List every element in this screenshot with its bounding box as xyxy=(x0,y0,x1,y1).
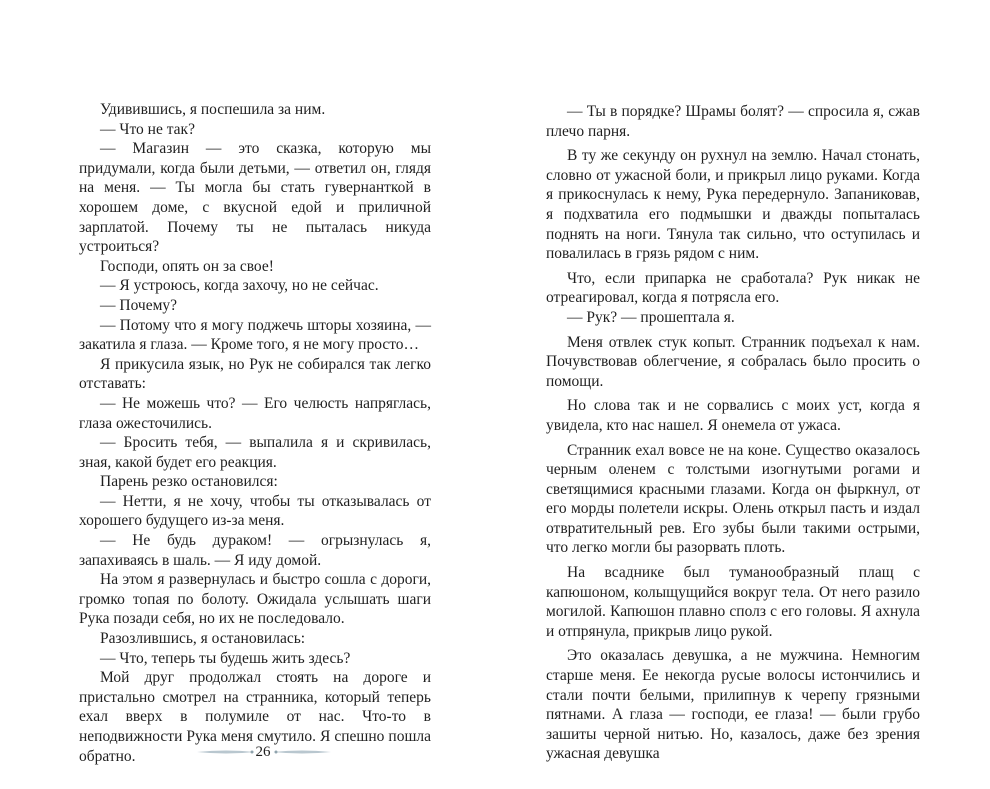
paragraph: Удивившись, я поспешила за ним. xyxy=(100,101,326,118)
paragraph: — Нетти, я не хочу, чтобы ты отказывалась от хорошего будущего из-за меня. xyxy=(79,492,431,530)
page-number: 26 xyxy=(255,744,271,760)
paragraph: Но слова так и не сорвались с моих уст, когда я увидела, кто нас нашел. Я онемела от ужаса. xyxy=(546,397,920,434)
right-page xyxy=(546,102,920,764)
paragraph: Это оказалась девушка, а не мужчина. Немногим старше меня. Ее некогда русые волосы истончились и стали почти белыми, прилипнув к черепу грязными пятнами. А глаза — господи, ее глаза! — были грубо зашиты черной нитью. Но, казалось, даже без зрения ужасная девушка xyxy=(546,647,920,763)
paragraph: Господи, опять он за свое! xyxy=(100,257,274,275)
paragraph: — Потому что я могу поджечь шторы хозяина, — закатила я глаза. — Кроме того, я не могу просто… xyxy=(79,316,431,354)
paragraph: Что, если припарка не сработала? Рук никак не отреагировал, когда я потрясла его. xyxy=(546,269,920,307)
paragraph: В ту же секунду он рухнул на землю. Начал стонать, словно от ужасной боли, и прикрыл лицо руками. Когда я прикоснулась к нему, Рука передернуло. Запаниковав, я подхватила его подмышки и дважды попыталась поднять на ноги. Тянула так сильно, что оступилась и повалилась в грязь рядом с ним. xyxy=(546,147,920,263)
paragraph: — Что не так? xyxy=(100,120,195,138)
paragraph: Странник ехал вовсе не на коне. Существо оказалось черным оленем с толстыми изогнутыми рогами и светящимися красными глазами. Когда он фыркнул, от его морды полетели искры. Олень открыл пасть и издал отвратительный рев. Его зубы были такими острыми, что легко могли бы разорвать плоть. xyxy=(546,441,920,557)
paragraph: — Бросить тебя, — выпалила я и скривилась, зная, какой будет его реакция. xyxy=(79,434,431,471)
page-footer xyxy=(195,742,331,762)
paragraph: Я прикусила язык, но Рук не собирался так легко отставать: xyxy=(79,355,431,393)
paragraph: Мой друг продолжал стоять на дороге и пристально смотрел на странника, который теперь ехал вверх в полумиле от нас. Что-то в неподвижности Рука меня смутило. Я спешно пошла обратно. xyxy=(79,669,431,765)
paragraph: — Ты в порядке? Шрамы болят? — спросила я, сжав плечо парня. xyxy=(546,103,920,140)
paragraph: — Магазин — это сказка, которую мы придумали, когда были детьми, — ответил он, глядя на меня. — Ты могла бы стать гувернанткой в хорошем доме, с вкусной едой и приличной зарплатой. Почему ты не пыталась никуда устроиться? xyxy=(79,140,431,256)
paragraph: — Я устроюсь, когда захочу, но не сейчас. xyxy=(100,277,379,295)
paragraph: — Что, теперь ты будешь жить здесь? xyxy=(100,649,351,667)
left-page xyxy=(79,100,431,766)
right-ornament-icon xyxy=(273,748,331,756)
paragraph: На всаднике был туманообразный плащ с капюшоном, колыщущийся вокруг тела. От него разило могилой. Капюшон плавно сполз с его головы. Я ахнула и отпрянула, прикрыв лицо рукой. xyxy=(546,564,920,640)
paragraph: На этом я развернулась и быстро сошла с дороги, громко топая по болоту. Ожидала услышать шаги Рука позади себя, но их не последовало. xyxy=(79,571,431,628)
paragraph: Парень резко остановился: xyxy=(100,473,278,491)
paragraph: — Не будь дураком! — огрызнулась я, запахиваясь в шаль. — Я иду домой. xyxy=(79,532,431,569)
paragraph: — Не можешь что? — Его челюсть напряглась, глаза ожесточились. xyxy=(79,394,431,432)
paragraph: — Почему? xyxy=(100,296,178,314)
paragraph: Разозлившись, я остановилась: xyxy=(100,630,306,648)
paragraph: Меня отвлек стук копыт. Странник подъехал к нам. Почувствовав облегчение, я собралась было просить о помощи. xyxy=(546,333,920,390)
paragraph: — Рук? — прошептала я. xyxy=(567,308,735,326)
